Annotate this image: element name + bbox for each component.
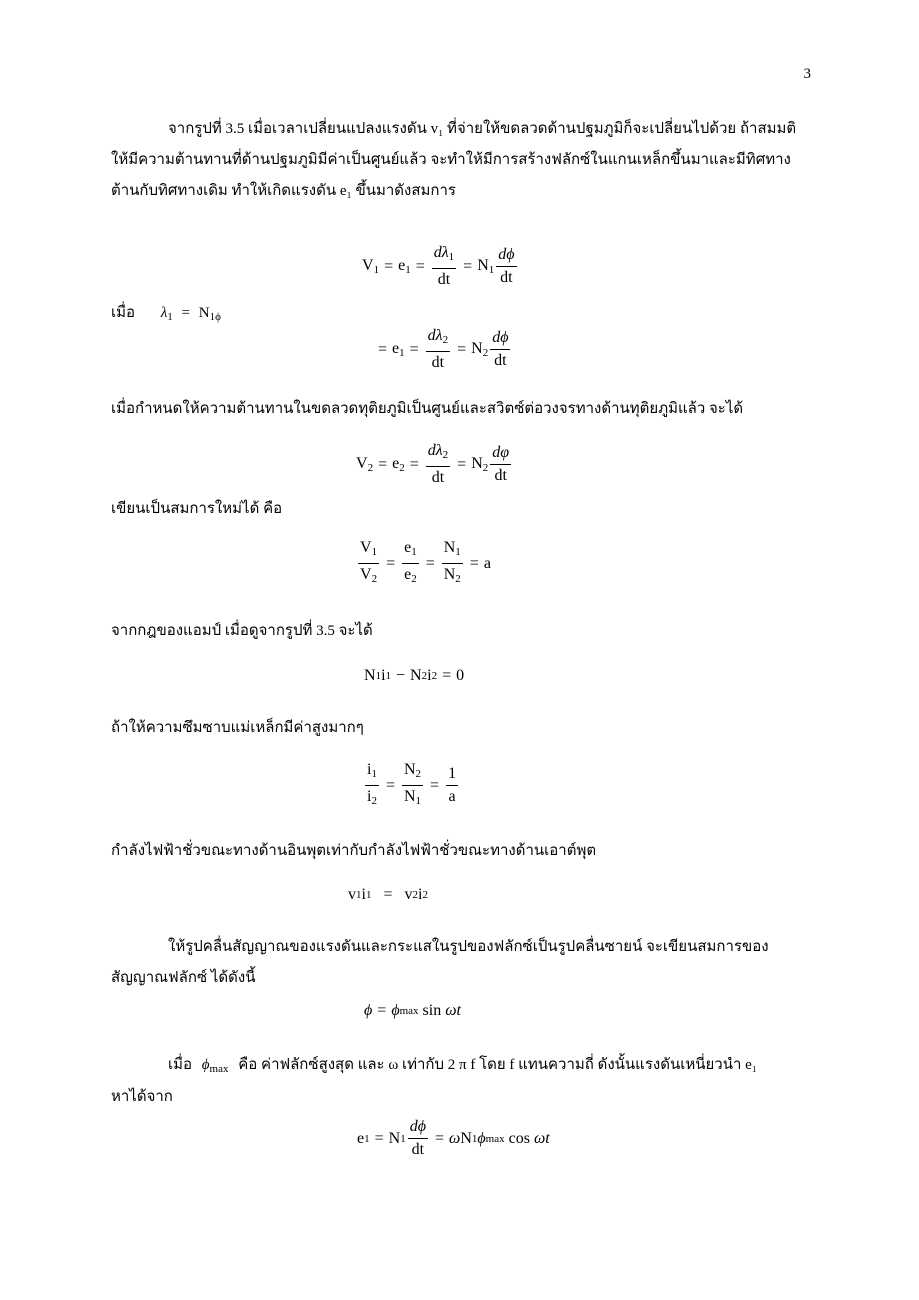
paragraph-where-phi: เมื่อ $\phi_{max}$ คือ ค่าฟลักซ์สูงสุด และ ω เท่ากับ 2 π f โดย f แทนความถี่ ดังนั้นแรงดันเหนี่ยวนำ e₁	[168, 1057, 758, 1075]
eq1-e: $e_1$	[398, 257, 411, 276]
where-lambda: เมื่อ $\lambda_1 = N_{1\phi}$	[111, 305, 221, 323]
eq1-frac1: $\frac{d\lambda_1}{dt}$	[433, 244, 455, 288]
paragraph-secondary: เมื่อกำหนดให้ความต้านทานในขดลวดทุติยภูมิเป็นศูนย์และสวิตซ์ต่อวงจรทางด้านทุติยภูมิแล้ว จะได้	[111, 401, 744, 417]
equation-induced-voltage: e 1 = N 1 $\frac{d\phi}{dt}$ = ω N 1 ϕ max cos ωt	[357, 1118, 550, 1158]
equation-ratio: $\frac{V_1}{V_2}$ = $\frac{e_1}{e_2}$ = $\frac{N_1}{N_2}$ = a	[360, 539, 491, 585]
eq1-n: $N_1$	[477, 257, 495, 276]
equation-power: v 1 i 1 = v 2 i 2	[348, 886, 428, 903]
paragraph-found-from: หาได้จาก	[111, 1089, 173, 1105]
equation-v2: $V_2$ = $e_2$ = $\frac{d\lambda_2}{dt}$ = $N_2$ $\frac{d\varphi}{dt}$	[356, 442, 510, 486]
paragraph-power: กำลังไฟฟ้าชั่วขณะทางด้านอินพุตเท่ากับกำลังไฟฟ้าชั่วขณะทางด้านเอาต์พุต	[111, 843, 597, 859]
eq1-frac2: $\frac{d\phi}{dt}$	[498, 246, 515, 286]
paragraph-rewrite: เขียนเป็นสมการใหม่ได้ คือ	[111, 501, 283, 517]
equation-ampere: N 1 i 1 − N 2 i 2 = 0	[364, 667, 465, 684]
page-number: 3	[803, 66, 811, 82]
equation-v1: $V_1$ = $e_1$ = $\frac{d\lambda_1}{dt}$ = $N_1$ $\frac{d\phi}{dt}$	[362, 244, 515, 288]
paragraph-permeability: ถ้าให้ความซึมซาบแม่เหล็กมีค่าสูงมากๆ	[111, 720, 364, 736]
equation-current-ratio: $\frac{i_1}{i_2}$ = $\frac{N_2}{N_1}$ = $\frac{1}{a}$	[367, 761, 457, 807]
paragraph-sine: ให้รูปคลื่นสัญญาณของแรงดันและกระแสในรูปของฟลักซ์เป็นรูปคลื่นซายน์ จะเขียนสมการของสัญญาณฟลักซ์ ได้ดังนี้	[111, 939, 769, 986]
equation-flux: ϕ = ϕ max sin ωt	[364, 1002, 461, 1019]
paragraph-intro: จากรูปที่ 3.5 เมื่อเวลาเปลี่ยนแปลงแรงดัน v₁ ที่จ่ายให้ขดลวดด้านปฐมภูมิก็จะเปลี่ยนไปด้วย ถ้าสมมติให้มีความต้านทานที่ด้านปฐมภูมิมีค่าเป็นศูนย์แล้ว จะทำให้มีการสร้างฟลักซ์ในแกนเหล็กขึ้นมาและมีทิศทางต้านกับทิศทางเดิม ทำให้เกิดแรงดัน e₁ ขึ้นมาดังสมการ	[111, 121, 797, 199]
eq1-lhs: $V_1$	[362, 257, 380, 276]
paragraph-ampere: จากกฎของแอมป์ เมื่อดูจากรูปที่ 3.5 จะได้	[111, 623, 373, 639]
equation-e1: = $e_1$ = $\frac{d\lambda_2}{dt}$ = $N_2$ $\frac{d\phi}{dt}$	[378, 327, 509, 371]
